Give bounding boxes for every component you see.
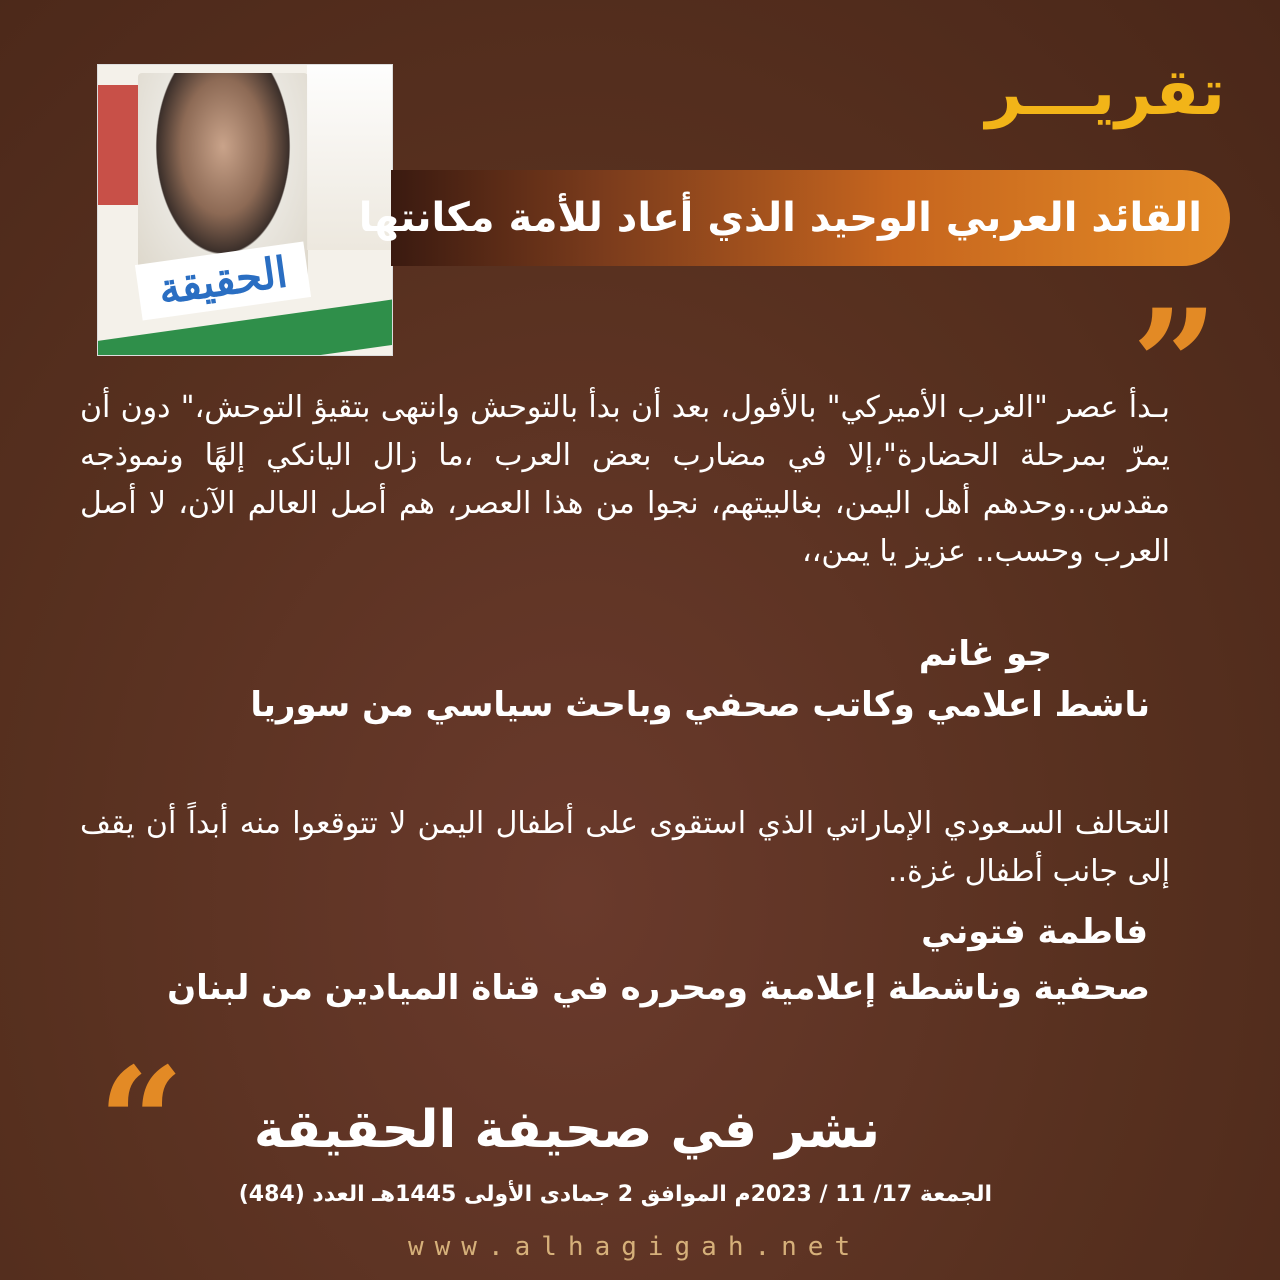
- headline-banner: [358, 170, 1230, 266]
- website-url: www.alhagigah.net: [408, 1232, 862, 1262]
- quote-2-author-title: صحفية وناشطة إعلامية ومحرره في قناة الميادين من لبنان: [167, 968, 1150, 1008]
- quote-1-text: بـدأ عصر "الغرب الأميركي" بالأفول، بعد أن بدأ بالتوحش وانتهى بتقيؤ التوحش،" دون أن يمرّ بمرحلة الحضارة"،إلا في مضارب بعض العرب ،ما زال اليانكي إلهًا ونموذجه مقدس..وحدهم أهل اليمن، بغالبيتهم، نجوا من هذا العصر، هم أصل العالم الآن، لا أصل العرب وحسب.. عزيز يا يمن،،: [80, 390, 1170, 569]
- thumbnail-red-band: [98, 85, 138, 205]
- quote-close-icon: “: [98, 1035, 185, 1211]
- newspaper-thumbnail: [97, 64, 393, 356]
- headline: القائد العربي الوحيد الذي أعاد للأمة مكانتها: [358, 195, 1202, 241]
- issue-date: الجمعة 17/ 11 / 2023م الموافق 2 جمادى الأولى 1445هـ العدد (484): [238, 1182, 992, 1207]
- quote-1-author: جو غانم: [918, 634, 1052, 674]
- thumbnail-masthead: الحقيقة: [135, 241, 311, 320]
- quote-1-author-title: ناشط اعلامي وكاتب صحفي وباحث سياسي من سوريا: [250, 685, 1150, 725]
- quote-open-icon: ”: [1131, 277, 1218, 453]
- quote-2-author: فاطمة فتوني: [921, 912, 1148, 952]
- report-tag: تقريـــر: [985, 56, 1225, 130]
- quote-2-text: التحالف السـعودي الإماراتي الذي استقوى على أطفال اليمن لا تتوقعوا منه أبداً أن يقف إلى جانب أطفال غزة..: [80, 806, 1170, 889]
- published-in: نشر في صحيفة الحقيقة: [253, 1100, 880, 1160]
